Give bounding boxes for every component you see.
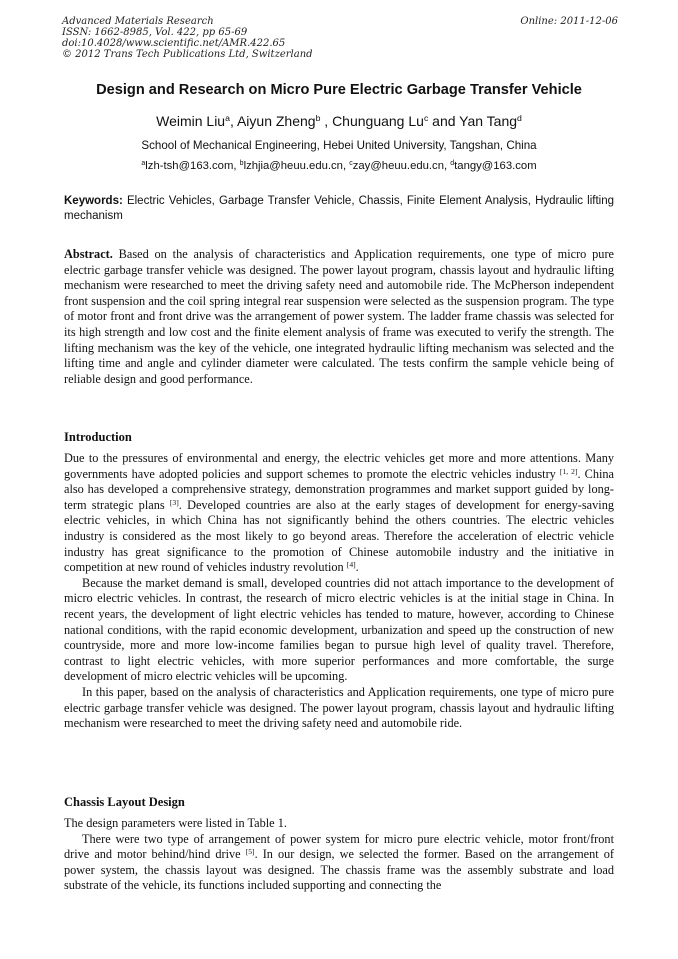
email-address[interactable]: lzhjia@heuu.edu.cn, bbox=[243, 160, 350, 172]
doi-line: doi:10.4028/www.scientific.net/AMR.422.65 bbox=[62, 38, 286, 49]
running-header bbox=[62, 16, 618, 60]
paragraph: The design parameters were listed in Table 1. bbox=[64, 816, 287, 830]
paragraph-text: . In our design, we selected the former. Based on the arrangement of power system, the chassis layout was designed. The chassis frame was the assembly substrate and load substrate of the vehicle, its functions included supporting and connecting the bbox=[64, 847, 614, 893]
author-mark: b bbox=[315, 113, 321, 124]
author-mark: d bbox=[517, 113, 522, 124]
abstract bbox=[64, 247, 614, 387]
author-name: Aiyun Zheng bbox=[236, 113, 316, 129]
introduction-body bbox=[64, 451, 614, 732]
paragraph-text: There were two type of arrangement of power system for micro pure electric vehicle, motor front/front drive and motor behind/hind drive bbox=[64, 831, 614, 862]
journal-name: Advanced Materials Research bbox=[62, 16, 214, 27]
email-mark: a bbox=[141, 160, 146, 168]
email-mark: d bbox=[450, 160, 455, 168]
author-list bbox=[40, 112, 638, 130]
email-mark: c bbox=[349, 160, 353, 168]
email-address[interactable]: lzh-tsh@163.com, bbox=[145, 160, 240, 172]
citation[interactable]: [5] bbox=[245, 847, 255, 856]
citation[interactable]: [1, 2] bbox=[559, 466, 578, 476]
email-list bbox=[40, 158, 638, 174]
paragraph: In this paper, based on the analysis of characteristics and Application requirements, one type of micro pure electric garbage transfer vehicle was designed. The power layout program, chassis layout and hydraulic lifting mechanism were researched to meet the driving safety need and automobile ride. bbox=[64, 684, 614, 731]
keywords bbox=[64, 194, 614, 224]
paragraph: Because the market demand is small, developed countries did not attach importance to the development of micro electric vehicles. In contrast, the research of micro electric vehicles is at the initial stage in China. In recent years, the development of light electric vehicles has tended to mature, however, according to Chinese national conditions, with the rapid economic development, urbanization and speed up the construction of new countryside, more and more low-income families began to pursue high level of quality travel. Therefore, contrast to light electric vehicles, with more superior performances and more comfortable, the surge development of micro electric vehicles will be upcoming. bbox=[64, 575, 614, 684]
author-separator: , bbox=[229, 113, 237, 129]
keywords-text: Electric Vehicles, Garbage Transfer Vehicle, Chassis, Finite Element Analysis, Hydraulic lifting mechanism bbox=[64, 195, 614, 222]
abstract-text: Based on the analysis of characteristics and Application requirements, one type of micro pure electric garbage transfer vehicle was designed. The power layout program, chassis layout and hydraulic lifting mechanism were researched to meet the driving safety need and automobile ride. The McPherson independent front suspension and the coil spring integral rear suspension were selected as the suspension program. The type of motor front and front drive was the arrangement of power system. The ladder frame chassis was selected for its high strength and low cost and the finite element analysis of frame was executed to verify the strength. The lifting mechanism was the key of the vehicle, one integrated hydraulic lifting mechanism was selected and the lifting time and angle and cylinder diameter were calculated. The tests confirm the sample vehicle being of reliable design and good performance. bbox=[64, 247, 614, 386]
paragraph-text: . Developed countries are also at the early stages of development for energy-saving electric vehicles, in which China has not significantly behind the others countries. The electric vehicles industry is considered as the most likely to go beyond areas. Therefore the acceleration of electric vehicle industry has great significance to the promotion of Chinese automobile industry and the initiative in competition at new round of vehicles industry revolution bbox=[64, 497, 614, 575]
paragraph bbox=[64, 451, 614, 576]
author-name: Weimin Liu bbox=[156, 113, 226, 129]
author-mark: c bbox=[423, 113, 429, 124]
email-mark: b bbox=[239, 160, 244, 168]
abstract-label: Abstract. bbox=[64, 247, 113, 261]
author-name: Yan Tang bbox=[459, 113, 518, 129]
paper-title: Design and Research on Micro Pure Electric Garbage Transfer Vehicle bbox=[96, 82, 582, 98]
online-date: Online: 2011-12-06 bbox=[520, 16, 618, 27]
keywords-label: Keywords: bbox=[64, 195, 123, 207]
email-address[interactable]: tangy@163.com bbox=[454, 160, 537, 172]
author-separator: , bbox=[320, 113, 333, 129]
copyright-line: © 2012 Trans Tech Publications Ltd, Switzerland bbox=[62, 49, 313, 60]
author-mark: a bbox=[225, 113, 230, 124]
author-name: Chunguang Lu bbox=[332, 113, 424, 129]
issn-line: ISSN: 1662-8985, Vol. 422, pp 65-69 bbox=[62, 27, 248, 38]
affiliation: School of Mechanical Engineering, Hebei United University, Tangshan, China bbox=[141, 139, 537, 152]
paragraph bbox=[64, 832, 614, 894]
paragraph-text: . China also has developed a comprehensive strategy, demonstration programmes and market support guided by long-term strategic plans bbox=[64, 466, 614, 512]
author-separator: and bbox=[428, 113, 460, 129]
paragraph-text: . bbox=[355, 560, 359, 575]
paragraph-text: Due to the pressures of environmental and energy, the electric vehicles get more and more attentions. Many governments have adopted policies and support schemes to promote the electric vehicles industry bbox=[64, 451, 614, 481]
chassis-body bbox=[64, 816, 614, 894]
section-heading-chassis: Chassis Layout Design bbox=[64, 795, 185, 809]
section-heading-introduction: Introduction bbox=[64, 430, 132, 444]
email-address[interactable]: zay@heuu.edu.cn, bbox=[352, 160, 451, 172]
citation[interactable]: [3] bbox=[169, 497, 179, 507]
citation[interactable]: [4] bbox=[346, 559, 356, 569]
